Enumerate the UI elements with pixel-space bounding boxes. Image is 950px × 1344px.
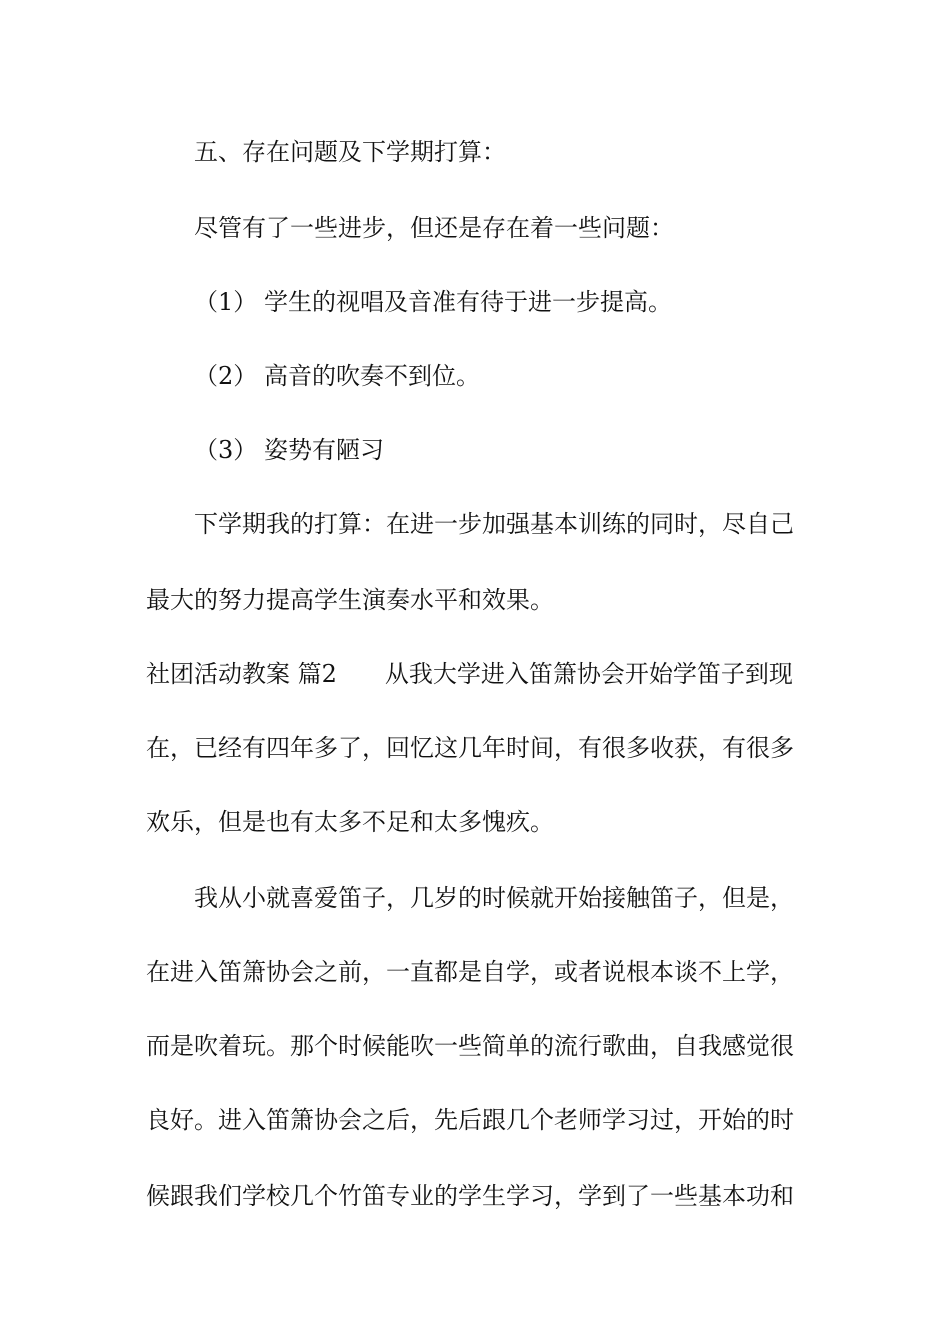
- paragraph-line: 在，已经有四年多了，回忆这几年时间，有很多收获，有很多: [146, 734, 794, 762]
- paragraph-line: 下学期我的打算：在进一步加强基本训练的同时，尽自己: [194, 510, 794, 538]
- paragraph-line: 尽管有了一些进步，但还是存在着一些问题：: [194, 214, 674, 242]
- list-item-text: 学生的视唱及音准有待于进一步提高。: [264, 288, 672, 316]
- article-heading-line: [146, 656, 793, 692]
- paragraph-line: 良好。进入笛箫协会之后，先后跟几个老师学习过，开始的时: [146, 1106, 794, 1134]
- list-item-number: （3）: [194, 436, 258, 464]
- paragraph-line: 候跟我们学校几个竹笛专业的学生学习，学到了一些基本功和: [146, 1182, 794, 1210]
- list-item-number: （2）: [194, 362, 258, 390]
- paragraph-line: 最大的努力提高学生演奏水平和效果。: [146, 586, 554, 614]
- list-item-text: 姿势有陋习: [264, 436, 384, 464]
- paragraph-line: 而是吹着玩。那个时候能吹一些简单的流行歌曲，自我感觉很: [146, 1032, 794, 1060]
- article-first-line: 从我大学进入笛箫协会开始学笛子到现: [384, 660, 793, 688]
- list-item-text: 高音的吹奏不到位。: [264, 362, 480, 390]
- article-title: 社团活动教案 篇2: [146, 660, 337, 688]
- section-heading: 五、存在问题及下学期打算：: [194, 138, 506, 166]
- list-item-number: （1）: [194, 288, 258, 316]
- paragraph-line: 欢乐，但是也有太多不足和太多愧疚。: [146, 808, 554, 836]
- paragraph-line: 我从小就喜爱笛子，几岁的时候就开始接触笛子，但是，: [194, 884, 794, 912]
- paragraph-line: 在进入笛箫协会之前，一直都是自学，或者说根本谈不上学，: [146, 958, 794, 986]
